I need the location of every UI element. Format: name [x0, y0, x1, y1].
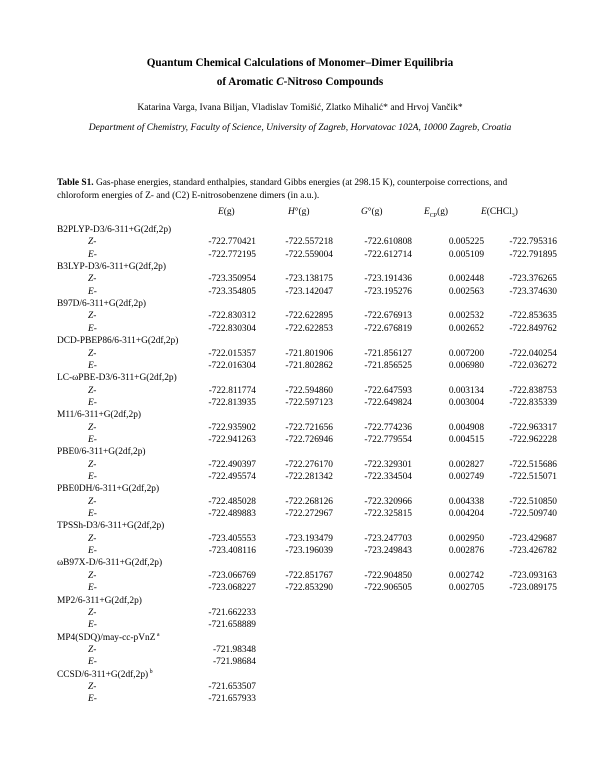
table-cell: -721.653507: [208, 681, 256, 692]
caption-label: Table S1.: [57, 178, 94, 188]
table-cell: 0.002532: [448, 311, 484, 322]
table-cell: -722.774236: [364, 422, 412, 433]
table-cell: 0.002448: [448, 274, 484, 285]
table-cell: -723.408116: [208, 546, 256, 557]
table-cell: -722.329301: [364, 459, 412, 470]
table-cell: -722.830304: [208, 323, 256, 334]
table-cell: -723.374630: [509, 286, 557, 297]
table-cell: -723.196039: [285, 546, 333, 557]
table-cell: -723.142047: [285, 286, 333, 297]
table-cell: -723.354805: [208, 286, 256, 297]
method-label: ωB97X-D/6-311+G(2df,2p): [57, 558, 163, 569]
isomer-label: Z-: [88, 496, 97, 507]
table-cell: 0.002705: [448, 583, 484, 594]
table-cell: -721.856525: [364, 360, 412, 371]
table-cell: 0.007200: [448, 348, 484, 359]
table-caption: [57, 177, 517, 203]
table-cell: -721.856127: [364, 348, 412, 359]
table-cell: -722.935902: [208, 422, 256, 433]
table-cell: -722.904850: [364, 570, 412, 581]
isomer-label: E-: [88, 286, 97, 297]
method-label: B2PLYP-D3/6-311+G(2df,2p): [57, 225, 172, 235]
table-cell: 0.002950: [448, 533, 484, 544]
column-header: $E_{CP}(g)$: [424, 207, 449, 219]
table-cell: -722.853290: [285, 583, 333, 594]
method-label: PBE0/6-311+G(2df,2p): [57, 447, 146, 458]
isomer-label: E-: [88, 472, 97, 482]
table-cell: -722.849762: [509, 323, 557, 334]
isomer-label: Z-: [88, 422, 97, 433]
table-cell: -722.320966: [364, 496, 412, 507]
table-cell: -722.610808: [364, 237, 412, 248]
table-cell: -722.647593: [364, 385, 412, 396]
table-cell: -723.089175: [509, 583, 557, 594]
table-cell: 0.004515: [448, 434, 484, 445]
column-header: G°(g): [361, 207, 383, 217]
table-cell: -723.350954: [208, 274, 256, 285]
isomer-label: Z-: [88, 681, 97, 692]
table-cell: -723.429687: [509, 533, 557, 544]
table-cell: -722.509740: [509, 509, 557, 520]
table-cell: -722.726946: [285, 434, 333, 445]
isomer-label: Z-: [88, 237, 97, 248]
table-cell: -722.594860: [285, 385, 333, 396]
isomer-label: Z-: [88, 385, 97, 396]
table-cell: -722.559004: [285, 249, 333, 260]
table-cell: -722.622853: [285, 323, 333, 334]
table-cell: 0.003134: [448, 385, 484, 396]
table-cell: -722.485028: [208, 496, 256, 507]
table-cell: -722.795316: [509, 237, 557, 248]
method-label: TPSSh-D3/6-311+G(2df,2p): [57, 521, 165, 532]
table-cell: -722.772195: [208, 249, 256, 260]
table-cell: -722.510850: [509, 496, 557, 507]
table-cell: 0.002876: [448, 546, 484, 557]
method-label: B3LYP-D3/6-311+G(2df,2p): [57, 262, 166, 273]
caption-text: Gas-phase energies, standard enthalpies, standard Gibbs energies (at 298.15 K), counterpoise corrections, and chloroform energies of Z- and (C2) E-nitrosobenzene dimers (in a.u.).: [57, 178, 508, 201]
isomer-label: Z-: [88, 274, 97, 285]
table-cell: 0.004204: [448, 509, 484, 520]
isomer-label: Z-: [88, 348, 97, 359]
table-cell: -722.830312: [208, 311, 256, 322]
table-cell: -723.068227: [208, 583, 256, 594]
table-cell: -722.962228: [509, 434, 557, 445]
table-cell: -722.334504: [364, 472, 412, 482]
title-line-2: of Aromatic C-Nitroso Compounds: [216, 76, 384, 88]
table-cell: -722.612714: [364, 249, 412, 260]
table-cell: -721.658889: [208, 620, 256, 631]
isomer-label: E-: [88, 583, 97, 594]
table-cell: -723.376265: [509, 274, 557, 285]
table-cell: -722.906505: [364, 583, 412, 594]
table-cell: -722.281342: [285, 472, 333, 482]
column-header: E(CHCl$_3$): [481, 207, 518, 219]
table-cell: -722.838753: [509, 385, 557, 396]
table-cell: -723.405553: [208, 533, 256, 544]
table-cell: -721.98684: [213, 657, 256, 668]
table-cell: -723.138175: [285, 274, 333, 285]
column-header: E(g): [218, 207, 235, 217]
table-cell: -723.193479: [285, 533, 333, 544]
table-cell: -722.272967: [285, 509, 333, 520]
table-cell: -722.963317: [509, 422, 557, 433]
table-cell: -722.515686: [509, 459, 557, 470]
table-cell: 0.002652: [448, 323, 484, 334]
isomer-label: Z-: [88, 607, 97, 618]
isomer-label: E-: [88, 434, 97, 445]
table-cell: 0.005225: [448, 237, 484, 248]
table-cell: -722.036272: [509, 360, 557, 371]
isomer-label: E-: [88, 694, 97, 705]
table-cell: -722.557218: [285, 237, 333, 248]
table-cell: -722.813935: [208, 397, 256, 408]
table-cell: -721.801906: [285, 348, 333, 359]
table-cell: -723.195276: [364, 286, 412, 297]
table-cell: -722.779554: [364, 434, 412, 445]
title-line-1: Quantum Chemical Calculations of Monomer–Dimer Equilibria: [146, 57, 454, 69]
table-cell: -722.770421: [208, 237, 256, 248]
table-cell: -722.515071: [509, 472, 557, 482]
table-cell: -722.325815: [364, 509, 412, 520]
isomer-label: Z-: [88, 459, 97, 470]
table-cell: 0.002563: [448, 286, 484, 297]
table-cell: -722.835339: [509, 397, 557, 408]
table-cell: -722.016304: [208, 360, 256, 371]
table-cell: -722.853635: [509, 311, 557, 322]
method-label: MP2/6-311+G(2df,2p): [57, 595, 142, 606]
table-cell: -722.851767: [285, 570, 333, 581]
table-cell: -723.426782: [509, 546, 557, 557]
isomer-label: Z-: [88, 570, 97, 581]
method-label: PBE0DH/6-311+G(2df,2p): [57, 484, 160, 495]
table-cell: -722.721656: [285, 422, 333, 433]
table-cell: -722.622895: [285, 311, 333, 322]
isomer-label: E-: [88, 249, 97, 260]
table-cell: -722.676913: [364, 311, 412, 322]
table-cell: -722.649824: [364, 397, 412, 408]
isomer-label: Z-: [88, 311, 97, 322]
isomer-label: E-: [88, 323, 97, 334]
isomer-label: E-: [88, 397, 97, 408]
isomer-label: E-: [88, 509, 97, 520]
table-cell: -722.791895: [509, 249, 557, 260]
method-label: DCD-PBEP86/6-311+G(2df,2p): [57, 336, 179, 347]
table-cell: -722.489883: [208, 509, 256, 520]
method-label: LC-ωPBE-D3/6-311+G(2df,2p): [57, 373, 177, 384]
method-label: CCSD/6-311+G(2df,2p) $^b$: [57, 668, 153, 680]
table-cell: -722.495574: [208, 472, 256, 482]
isomer-label: E-: [88, 360, 97, 371]
isomer-label: Z-: [88, 533, 97, 544]
authors: Katarina Varga, Ivana Biljan, Vladislav Tomišić, Zlatko Mihalić* and Hrvoj Vančik*: [137, 102, 463, 113]
table-cell: -722.941263: [208, 434, 256, 445]
table-cell: -721.657933: [208, 694, 256, 705]
method-label: B97D/6-311+G(2df,2p): [57, 299, 147, 310]
table-cell: -721.98348: [213, 644, 256, 655]
table-cell: -723.249843: [364, 546, 412, 557]
table-cell: -722.040254: [509, 348, 557, 359]
table-cell: -722.268126: [285, 496, 333, 507]
isomer-label: E-: [88, 657, 97, 668]
table-cell: 0.002827: [448, 459, 484, 470]
table-cell: 0.002742: [448, 570, 484, 581]
table-cell: -722.015357: [208, 348, 256, 359]
table-cell: 0.004338: [448, 496, 484, 507]
table-cell: 0.005109: [448, 249, 484, 260]
table-cell: -722.811774: [208, 385, 256, 396]
method-label: M11/6-311+G(2df,2p): [57, 410, 142, 421]
isomer-label: Z-: [88, 644, 97, 655]
table-cell: 0.004908: [448, 422, 484, 433]
affiliation: Department of Chemistry, Faculty of Science, University of Zagreb, Horvatovac 102A, 10000 Zagreb, Croatia: [88, 122, 512, 133]
table-cell: -723.247703: [364, 533, 412, 544]
table-cell: -721.662233: [208, 607, 256, 618]
table-cell: -722.490397: [208, 459, 256, 470]
table-cell: 0.002749: [448, 472, 484, 482]
table-cell: -723.191436: [364, 274, 412, 285]
method-label: MP4(SDQ)/may-cc-pVnZ $^a$: [57, 631, 160, 643]
table-cell: -722.676819: [364, 323, 412, 334]
isomer-label: E-: [88, 620, 97, 631]
table-cell: -722.597123: [285, 397, 333, 408]
column-header: H°(g): [288, 207, 310, 217]
table-cell: -721.802862: [285, 360, 333, 371]
isomer-label: E-: [88, 546, 97, 557]
table-cell: 0.003004: [448, 397, 484, 408]
table-cell: -723.066769: [208, 570, 256, 581]
table-cell: 0.006980: [448, 360, 484, 371]
table-cell: -723.093163: [509, 570, 557, 581]
table-cell: -722.276170: [285, 459, 333, 470]
